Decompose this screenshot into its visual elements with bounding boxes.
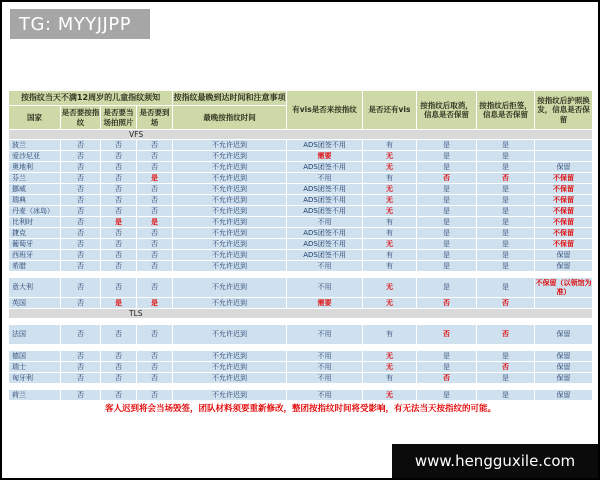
value-cell: 不保留: [535, 217, 593, 228]
website-watermark-badge: [392, 444, 598, 478]
value-cell: 否: [61, 151, 101, 162]
value-cell: 是: [477, 151, 535, 162]
table-row: [9, 228, 593, 239]
value-cell: 是: [101, 217, 137, 228]
value-cell: 否: [477, 173, 535, 184]
value-cell: 否: [61, 184, 101, 195]
value-cell: 否: [137, 351, 173, 362]
section-label-tls: TLS: [9, 309, 593, 319]
country-cell: 希腊: [9, 261, 61, 272]
country-cell: 葡萄牙: [9, 239, 61, 250]
value-cell: 无: [363, 351, 417, 362]
country-cell: 挪威: [9, 184, 61, 195]
value-cell: ADS团签不用: [287, 184, 363, 195]
value-cell: 否: [417, 325, 477, 345]
value-cell: 是: [477, 278, 535, 298]
group-header-1: 按指纹最晚到达时间和注意事项: [173, 91, 287, 106]
value-cell: 否: [61, 325, 101, 345]
table-row: [9, 173, 593, 184]
value-cell: 否: [101, 261, 137, 272]
country-cell: 奥地利: [9, 162, 61, 173]
value-cell: 是: [477, 351, 535, 362]
value-cell: 否: [101, 173, 137, 184]
value-cell: 不允许迟到: [173, 351, 287, 362]
value-cell: 保留: [535, 351, 593, 362]
value-cell: ADS团签不用: [287, 140, 363, 151]
table-row: [9, 390, 593, 401]
value-cell: 不允许迟到: [173, 250, 287, 261]
value-cell: ADS团签不用: [287, 195, 363, 206]
column-header-span-3: 按指纹后拒签，信息是否保留: [477, 91, 535, 130]
value-cell: 否: [477, 325, 535, 345]
value-cell: 否: [61, 228, 101, 239]
value-cell: 不允许迟到: [173, 325, 287, 345]
value-cell: 不保留: [535, 195, 593, 206]
country-cell: 瑞士: [9, 362, 61, 373]
column-header-span-2: 按指纹后取消，信息是否保留: [417, 91, 477, 130]
value-cell: 否: [101, 351, 137, 362]
value-cell: 否: [477, 298, 535, 309]
value-cell: 否: [61, 162, 101, 173]
table-row: [9, 151, 593, 162]
value-cell: 是: [417, 184, 477, 195]
value-cell: 保留: [535, 390, 593, 401]
value-cell: 否: [61, 298, 101, 309]
value-cell: 否: [61, 173, 101, 184]
website-watermark-text: www.hengguxile.com: [414, 452, 576, 470]
table-row: [9, 140, 593, 151]
value-cell: 不保留: [535, 228, 593, 239]
value-cell: 不用: [287, 325, 363, 345]
value-cell: 保留: [535, 362, 593, 373]
fingerprint-info-table: [8, 90, 593, 416]
value-cell: 无: [363, 162, 417, 173]
value-cell: 不允许迟到: [173, 362, 287, 373]
value-cell: 不用: [287, 217, 363, 228]
value-cell: 是: [477, 373, 535, 384]
value-cell: 否: [137, 228, 173, 239]
value-cell: 不允许迟到: [173, 278, 287, 298]
footnote: 客人迟到将会当场毁签，团队材料须要重新修改，整团按指纹时间将受影响，有无法当天按指纹的可能。: [9, 401, 593, 416]
value-cell: 否: [61, 362, 101, 373]
value-cell: 是: [417, 140, 477, 151]
value-cell: 是: [477, 228, 535, 239]
value-cell: ADS团签不用: [287, 228, 363, 239]
value-cell: 是: [417, 390, 477, 401]
value-cell: 不允许迟到: [173, 298, 287, 309]
value-cell: 有: [363, 250, 417, 261]
value-cell: 是: [417, 351, 477, 362]
value-cell: 否: [101, 184, 137, 195]
value-cell: 有: [363, 228, 417, 239]
value-cell: 不允许迟到: [173, 195, 287, 206]
country-cell: 意大利: [9, 278, 61, 298]
value-cell: 不保留（以领馆为准）: [535, 279, 592, 296]
value-cell: 保留: [535, 261, 593, 272]
value-cell: 不允许迟到: [173, 206, 287, 217]
column-header-0: 国家: [9, 106, 61, 130]
value-cell: ADS团签不用: [287, 239, 363, 250]
value-cell: 否: [477, 362, 535, 373]
value-cell: 否: [61, 390, 101, 401]
value-cell: 是: [417, 151, 477, 162]
country-cell: 西班牙: [9, 250, 61, 261]
column-header-1: 是否要按指纹: [61, 106, 101, 130]
value-cell: ADS团签不用: [287, 206, 363, 217]
value-cell: 是: [417, 250, 477, 261]
value-cell: 是: [137, 298, 173, 309]
value-cell: 无: [363, 151, 417, 162]
value-cell: ADS团签不用: [287, 250, 363, 261]
value-cell: 是: [417, 278, 477, 298]
tg-watermark-text: TG: MYYJJPP: [19, 13, 132, 35]
value-cell: 不用: [287, 362, 363, 373]
value-cell: 是: [137, 217, 173, 228]
value-cell: 否: [137, 390, 173, 401]
value-cell: 需要: [287, 151, 363, 162]
value-cell: 无: [363, 195, 417, 206]
value-cell: 不允许迟到: [173, 162, 287, 173]
value-cell: 不允许迟到: [173, 239, 287, 250]
value-cell: 是: [477, 206, 535, 217]
value-cell: 否: [417, 173, 477, 184]
value-cell: 是: [137, 173, 173, 184]
value-cell: 有: [363, 261, 417, 272]
table-row: [9, 351, 593, 362]
value-cell: 无: [363, 362, 417, 373]
table-row: [9, 362, 593, 373]
value-cell: 否: [137, 362, 173, 373]
value-cell: 无: [363, 390, 417, 401]
country-cell: 匈牙利: [9, 373, 61, 384]
value-cell: 否: [61, 195, 101, 206]
group-header-0: 按指纹当天不满12周岁的儿童指纹须知: [9, 91, 173, 106]
value-cell: 否: [417, 298, 477, 309]
column-header-4: 最晚按指纹时间: [173, 106, 287, 130]
value-cell: 是: [417, 228, 477, 239]
value-cell: 不保留: [535, 239, 593, 250]
value-cell: 保留: [535, 250, 593, 261]
value-cell: 不保留: [535, 173, 593, 184]
value-cell: 无: [363, 298, 417, 309]
value-cell: 否: [61, 239, 101, 250]
value-cell: 否: [101, 195, 137, 206]
value-cell: 否: [101, 239, 137, 250]
country-cell: 芬兰: [9, 173, 61, 184]
value-cell: 是: [477, 239, 535, 250]
value-cell: 否: [137, 162, 173, 173]
table-row: [9, 162, 593, 173]
table-row: [9, 195, 593, 206]
value-cell: 有: [363, 173, 417, 184]
value-cell: 否: [101, 250, 137, 261]
value-cell: 是: [417, 261, 477, 272]
value-cell: 不允许迟到: [173, 151, 287, 162]
value-cell: 是: [101, 298, 137, 309]
value-cell: 否: [101, 206, 137, 217]
table-row: [9, 184, 593, 195]
value-cell: 否: [101, 162, 137, 173]
value-cell: 否: [101, 390, 137, 401]
column-header-span-1: 是否还有vis: [363, 91, 417, 130]
value-cell: 是: [417, 206, 477, 217]
table-row: [9, 217, 593, 228]
value-cell: 否: [61, 217, 101, 228]
value-cell: [535, 140, 593, 151]
value-cell: 不用: [287, 173, 363, 184]
value-cell: 不允许迟到: [173, 261, 287, 272]
table-row: [9, 261, 593, 272]
table-row: [9, 250, 593, 261]
value-cell: 不允许迟到: [173, 173, 287, 184]
country-cell: 波兰: [9, 140, 61, 151]
value-cell: 否: [137, 325, 173, 345]
value-cell: 是: [417, 195, 477, 206]
section-label-vfs: VFS: [9, 130, 593, 140]
value-cell: 保留: [535, 162, 593, 173]
country-cell: 英国: [9, 298, 61, 309]
value-cell: 无: [363, 184, 417, 195]
value-cell: 否: [137, 151, 173, 162]
value-cell: 是: [477, 390, 535, 401]
value-cell: 不保留: [535, 184, 593, 195]
value-cell: 不用: [287, 351, 363, 362]
country-cell: 瑞典: [9, 195, 61, 206]
country-cell: 法国: [9, 325, 61, 345]
column-header-span-4: 按指纹后护照换发，信息是否保留: [535, 91, 593, 130]
value-cell: 否: [137, 184, 173, 195]
value-cell: 否: [101, 373, 137, 384]
country-cell: 丹麦（冰岛）: [9, 206, 61, 217]
value-cell: 是: [477, 250, 535, 261]
value-cell: 否: [137, 278, 173, 298]
table-row: [9, 373, 593, 384]
value-cell: 不允许迟到: [173, 373, 287, 384]
country-cell: 捷克: [9, 228, 61, 239]
value-cell: 否: [61, 206, 101, 217]
value-cell: 否: [417, 373, 477, 384]
table-row: [9, 298, 593, 309]
value-cell: 否: [137, 206, 173, 217]
value-cell: [535, 151, 593, 162]
value-cell: 需要: [287, 298, 363, 309]
value-cell: 不用: [287, 261, 363, 272]
value-cell: 否: [137, 140, 173, 151]
value-cell: 是: [477, 162, 535, 173]
value-cell: 否: [101, 325, 137, 345]
value-cell: 否: [137, 373, 173, 384]
value-cell: ADS团签不用: [287, 162, 363, 173]
value-cell: 否: [61, 373, 101, 384]
value-cell: 有: [363, 325, 417, 345]
value-cell: 不用: [287, 278, 363, 298]
value-cell: 否: [137, 250, 173, 261]
country-cell: 爱沙尼亚: [9, 151, 61, 162]
value-cell: 有: [363, 140, 417, 151]
value-cell: 否: [137, 195, 173, 206]
country-cell: 比利时: [9, 217, 61, 228]
value-cell: 保留: [535, 325, 593, 345]
value-cell: 不允许迟到: [173, 228, 287, 239]
table-row: [9, 206, 593, 217]
value-cell: 否: [101, 151, 137, 162]
value-cell: 不保留: [535, 206, 593, 217]
value-cell: 不允许迟到: [173, 390, 287, 401]
value-cell: 无: [363, 206, 417, 217]
value-cell: 不允许迟到: [173, 184, 287, 195]
country-cell: 荷兰: [9, 390, 61, 401]
value-cell: 否: [61, 351, 101, 362]
value-cell: 是: [417, 362, 477, 373]
value-cell: 否: [101, 278, 137, 298]
value-cell: 是: [477, 184, 535, 195]
table-row: [9, 325, 593, 345]
value-cell: 不用: [287, 373, 363, 384]
value-cell: 否: [101, 362, 137, 373]
table-row: [9, 239, 593, 250]
value-cell: 否: [61, 250, 101, 261]
value-cell: [535, 298, 593, 309]
value-cell: 无: [363, 239, 417, 250]
column-header-2: 是否要当场拍照片: [101, 106, 137, 130]
value-cell: 是: [477, 261, 535, 272]
value-cell: 不允许迟到: [173, 217, 287, 228]
value-cell: 是: [417, 239, 477, 250]
value-cell: 是: [477, 195, 535, 206]
value-cell: 否: [137, 239, 173, 250]
value-cell: 是: [477, 217, 535, 228]
column-header-3: 是否要到场: [137, 106, 173, 130]
value-cell: 是: [417, 162, 477, 173]
value-cell: 否: [61, 278, 101, 298]
country-cell: 德国: [9, 351, 61, 362]
tg-watermark-badge: [10, 9, 150, 39]
value-cell: 无: [363, 278, 417, 298]
value-cell: 有: [363, 373, 417, 384]
value-cell: 否: [61, 140, 101, 151]
value-cell: 否: [61, 261, 101, 272]
value-cell: 不用: [287, 390, 363, 401]
value-cell: 是: [417, 217, 477, 228]
column-header-span-0: 有vis是否来按指纹: [287, 91, 363, 130]
table-row: [9, 278, 593, 298]
value-cell: 否: [101, 140, 137, 151]
value-cell: 不允许迟到: [173, 140, 287, 151]
value-cell: 有: [363, 217, 417, 228]
value-cell: 是: [477, 140, 535, 151]
value-cell: 否: [137, 261, 173, 272]
value-cell: 保留: [535, 373, 593, 384]
value-cell: 否: [101, 228, 137, 239]
